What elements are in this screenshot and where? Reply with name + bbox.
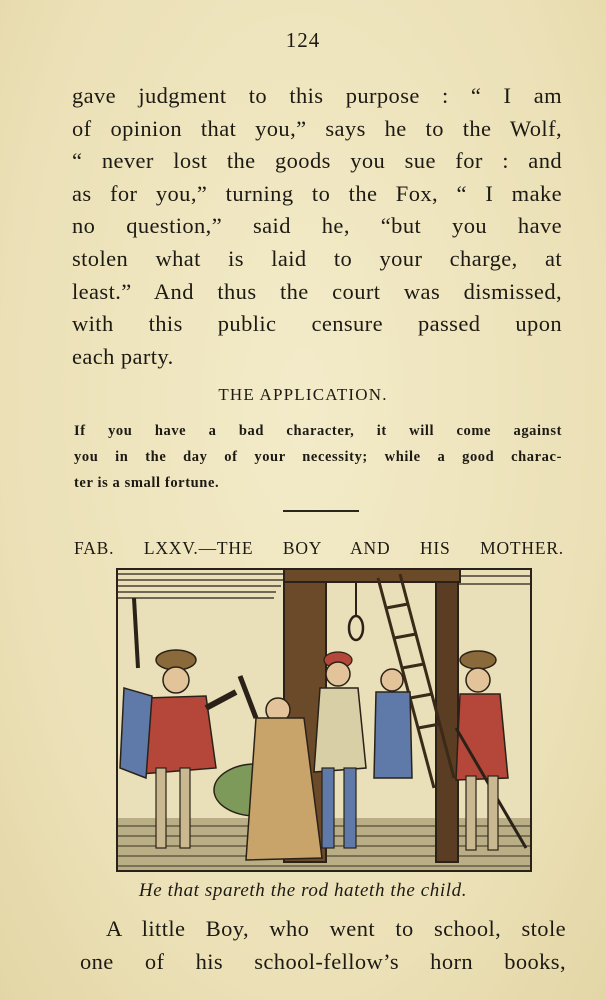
- application-line: ter is a small fortune.: [74, 475, 220, 491]
- woodcut-illustration: [116, 568, 532, 872]
- body-line: each party.: [72, 343, 174, 369]
- body-line: least.” And thus the court was dismissed,: [72, 278, 562, 304]
- application-heading: THE APPLICATION.: [218, 385, 388, 404]
- body-line: stolen what is laid to your charge, at: [72, 245, 562, 271]
- application-line: you in the day of your necessity; while a good charac-: [74, 449, 562, 465]
- application-text: [74, 418, 562, 496]
- page-number: 124: [285, 28, 321, 52]
- section-divider: [283, 510, 359, 512]
- fable-title: FAB. LXXV.—THE BOY AND HIS MOTHER.: [74, 538, 564, 558]
- body-line: gave judgment to this purpose : “ I am: [72, 83, 562, 108]
- body-line: as for you,” turning to the Fox, “ I make: [72, 180, 562, 206]
- application-line: If you have a bad character, it will come against: [74, 423, 562, 439]
- gallows-beam: [284, 568, 460, 582]
- illustration-caption: He that spareth the rod hateth the child.: [138, 880, 468, 901]
- body-line: no question,” said he, “but you have: [72, 213, 562, 239]
- story-text: [80, 912, 566, 978]
- body-line: “ never lost the goods you sue for : and: [72, 148, 562, 174]
- body-line: of opinion that you,” says he to the Wolf,: [72, 115, 562, 141]
- fable-body-text: [72, 80, 562, 373]
- story-line: A little Boy, who went to school, stole: [106, 916, 566, 941]
- body-line: with this public censure passed upon: [72, 311, 562, 337]
- story-line: one of his school-fellow’s horn books,: [80, 949, 566, 974]
